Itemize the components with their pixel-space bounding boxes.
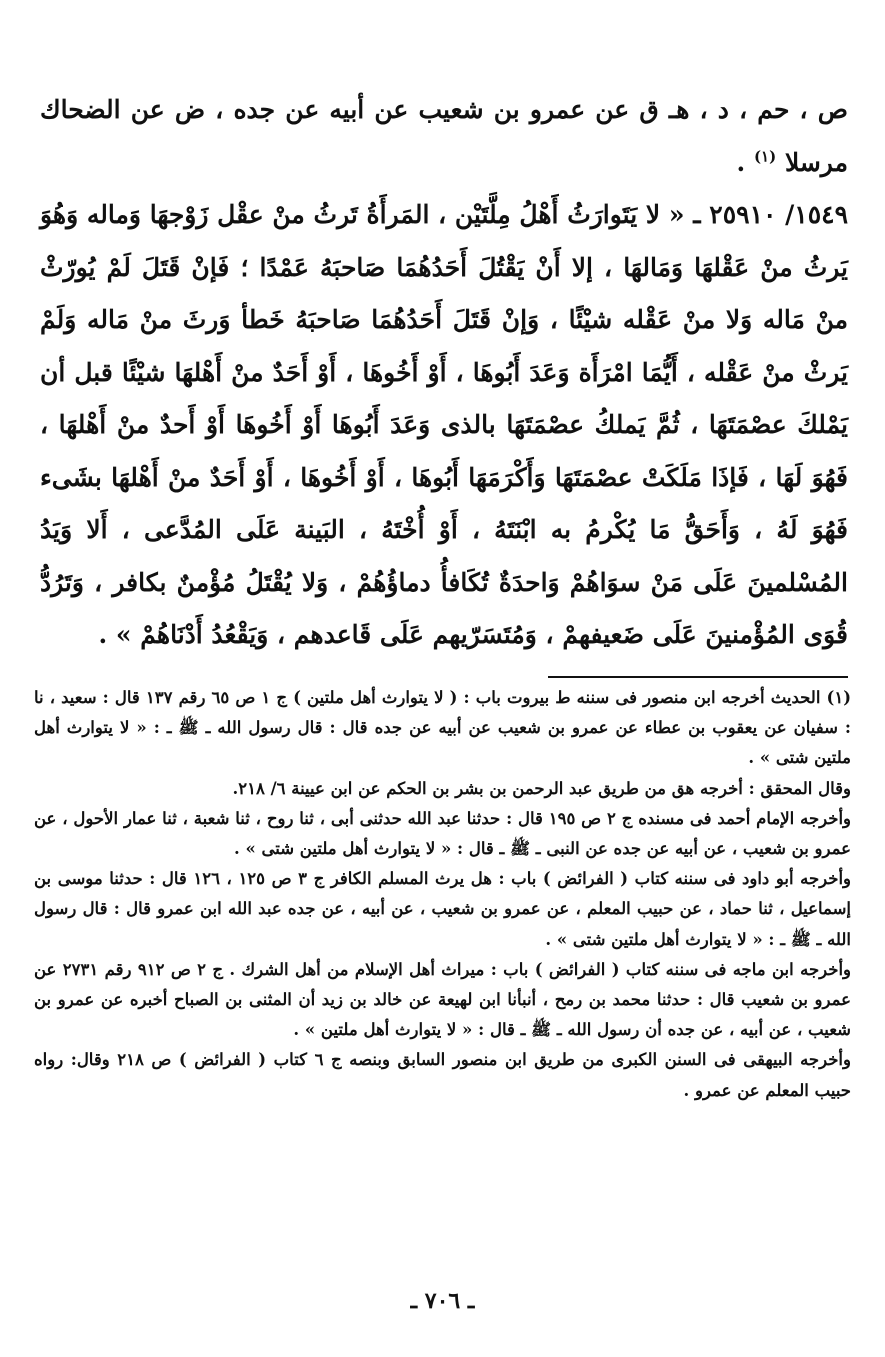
citation-line: ص ، حم ، د ، هـ ق عن عمرو بن شعيب عن أبيه عن جده ، ض عن الضحاك مرسلا $^{(١)}$ .: [40, 95, 848, 177]
footnote-marker: (١): [753, 147, 777, 166]
footnote-paragraph: وأخرجه الإمام أحمد فى مسنده ج ٢ ص ١٩٥ قال : حدثنا عبد الله حدثنى أبى ، ثنا روح ، ثنا شعبة ، ثنا عمار الأحول ، عن عمرو بن شعيب ، عن أبيه عن جده عن النبى ـ ﷺ ـ قال : « لا يتوارث أهل ملتين شتى » .: [34, 808, 852, 859]
page-number: ـ ٧٠٦ ـ: [410, 1288, 475, 1314]
citation-text: ص ، حم ، د ، هـ ق عن عمرو بن شعيب عن أبيه عن جده ، ض عن الضحاك مرسلا: [40, 95, 848, 177]
footnote-separator: [548, 676, 848, 678]
footnote-paragraph: وأخرجه ابن ماجه فى سننه كتاب ( الفرائض ) باب : ميراث أهل الإسلام من أهل الشرك . ج ٢ ص ٩١٢ رقم ٢٧٣١ عن عمرو بن شعيب قال : حدثنا محمد بن رمح ، أنبأنا ابن لهيعة عن خالد بن زيد أن المثنى بن الصباح أخبره عن عمرو بن شعيب ، عن أبيه ، عن جده أن رسول الله ـ ﷺ ـ قال : « لا يتوارث أهل ملتين » .: [34, 959, 852, 1040]
hadith-paragraph: [40, 189, 848, 662]
footnote-paragraph: (١) الحديث أخرجه ابن منصور فى سننه ط بيروت باب : ( لا يتوارث أهل ملتين ) ج ١ ص ٦٥ رقم ١٣٧ قال : سعيد ، نا : سفيان عن يعقوب بن عطاء عن عمرو بن شعيب عن أبيه عن جده قال : قال رسول الله ـ ﷺ ـ : « لا يتوارث أهل ملتين شتى » .: [34, 688, 852, 768]
footnotes: [34, 683, 851, 1106]
main-text: [40, 84, 848, 662]
footnote-paragraph: وأخرجه البيهقى فى السنن الكبرى من طريق ابن منصور السابق وبنصه ج ٦ كتاب ( الفرائض ) ص ٢١٨ وقال: رواه حبيب المعلم عن عمرو .: [34, 1050, 851, 1100]
hadith-number: ١٥٤٩/ ٢٥٩١٠ ـ: [693, 200, 848, 229]
footnote-paragraph: وقال المحقق : أخرجه هق من طريق عبد الرحمن بن بشر بن الحكم عن ابن عيينة ٦/ ٢١٨.: [232, 778, 851, 798]
footnote-paragraph: وأخرجه أبو داود فى سننه كتاب ( الفرائض ) باب : هل يرث المسلم الكافر ج ٣ ص ١٢٥ ، ١٢٦ قال : حدثنا موسى بن إسماعيل ، ثنا حماد ، عن حبيب المعلم ، عن عمرو بن شعيب ، عن أبيه ، عن جده عبد الله ابن عمرو قال : قال رسول الله ـ ﷺ ـ : « لا يتوارث أهل ملتين شتى » .: [34, 869, 851, 949]
hadith-text: « لا يَتَوارَثُ أَهْلُ مِلَّتَيْن ، المَرأَةُ تَرثُ منْ عقْل زَوْجهَا وَماله وَهُوَ يَرثُ منْ عَقْلهَا وَمَالهَا ، إلا أَنْ يَقْتُلَ أَحَدُهُمَا صَاحبَهُ عَمْدًا ؛ فَإنْ قَتَلَ لَمْ يُورّثْ منْ مَاله وَلا منْ عَقْله شيْئًا ، وَإنْ قَتَلَ أَحَدُهُمَا صَاحبَهُ خَطأ وَرثَ منْ مَاله وَلَمْ يَرثْ منْ عَقْله ، أَيُّمَا امْرَأَة وَعَدَ أَبُوهَا ، أَوْ أَخُوهَا ، أَوْ أَحَدٌ منْ أَهْلهَا شيْئًا قبل أن يَمْلكَ عصْمَتَهَا ، ثُمَّ يَملكُ عصْمَتَهَا بالذى وَعَدَ أَبُوهَا أَوْ أَخُوهَا أَوْ أَحدٌ منْ أَهْلهَا ، فَهُوَ لَهَا ، فَإذَا مَلَكَتْ عصْمَتَهَا وَأَكْرَمَهَا أَبُوهَا ، أَوْ أَخُوهَا ، أَوْ أَحَدٌ منْ أَهْلهَا بشَىء فَهُوَ لَهُ ، وَأَحَقُّ مَا يُكْرمُ به ابْنَتَهُ ، أَوْ أُخْتَهُ ، البَينة عَلَى المُدَّعى ، أَلا وَيَدُ المُسْلمينَ عَلَى مَنْ سوَاهُمْ وَاحدَةٌ تُكَافأُ دماؤُهُمْ ، وَلا يُقْتَلُ مُؤْمنٌ بكافر ، وَتَرُدُّ قُوَى المُؤْمنينَ عَلَى ضَعيفهمْ ، وَمُتَسَرّيهم عَلَى قَاعدهم ، وَيَقْعُدُ أَدْنَاهُمْ » .: [40, 200, 848, 649]
